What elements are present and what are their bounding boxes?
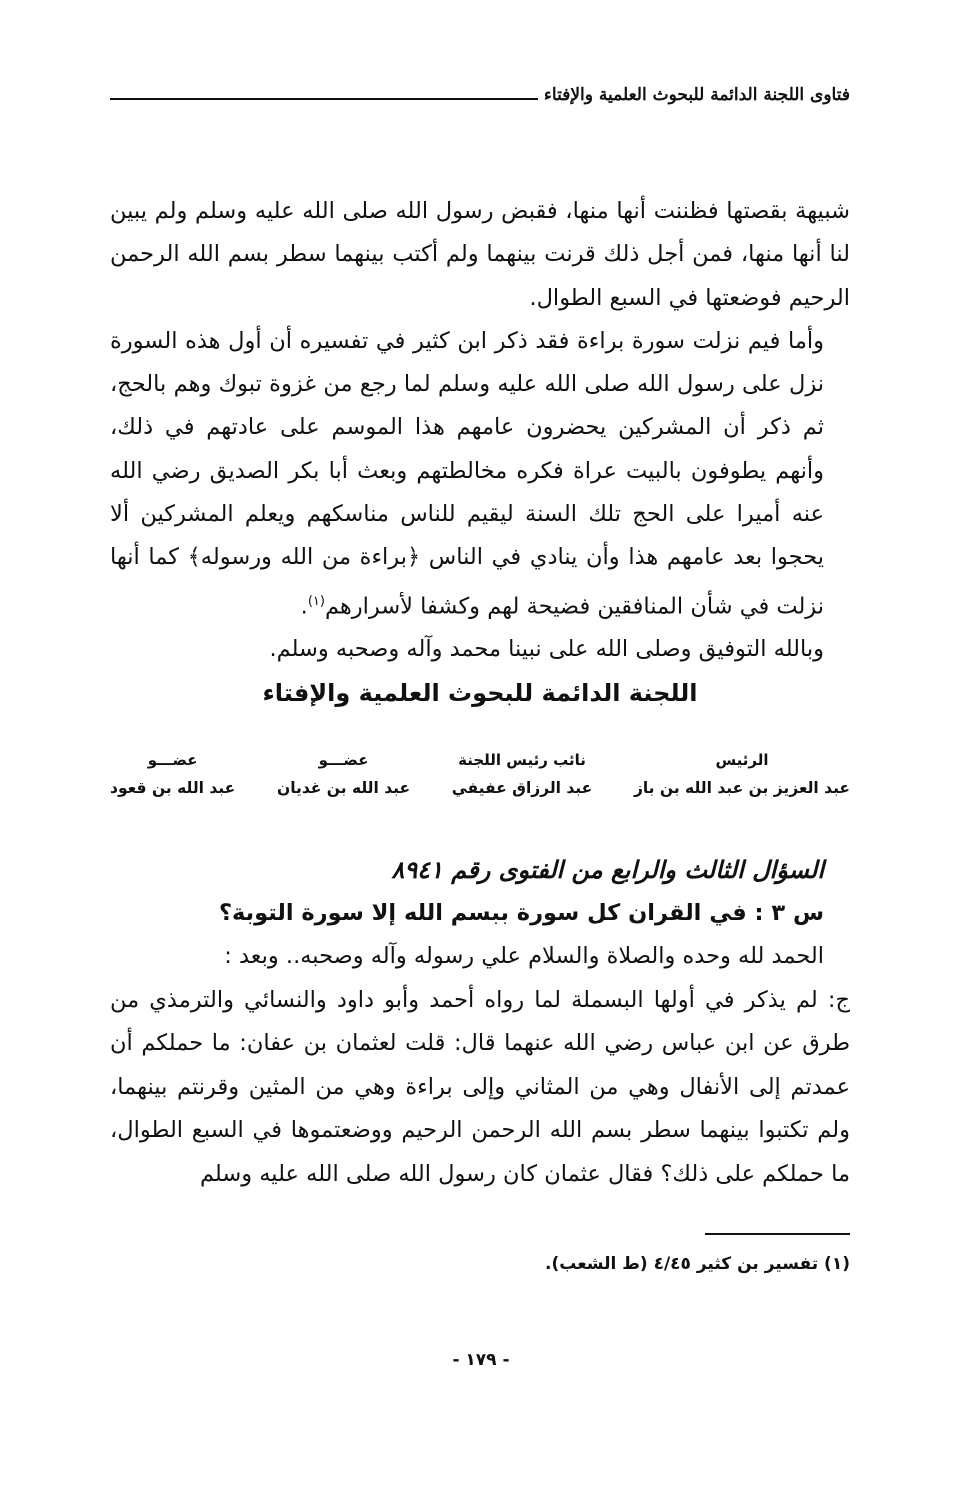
footnote-rule — [705, 1233, 850, 1235]
answer: ج: لم يذكر في أولها البسملة لما رواه أحمد وأبو داود والنسائي والترمذي من طرق عن ابن عباس رضي الله عنهما قال: قلت لعثمان بن عفان: ما حملكم أن عمدتم إلى الأنفال وهي من المثاني وإلى براءة وهي من المثين وقرنتم بينهما، ولم تكتبوا بينهما سطر بسم الله الرحمن الرحيم ووضعتموها في السبع الطوال، ما حملكم على ذلك؟ فقال عثمان كان رسول الله صلى الله عليه وسلم — [110, 986, 850, 1187]
signatures — [110, 746, 850, 802]
signature-member-2 — [110, 746, 235, 802]
committee-title: اللجنة الدائمة للبحوث العلمية والإفتاء — [262, 678, 698, 707]
signature-name: عبد العزيز بن عبد الله بن باز — [633, 779, 850, 797]
running-header — [110, 82, 850, 108]
fatwa-title: السؤال الثالث والرابع من الفتوى رقم ٨٩٤١ — [391, 855, 824, 884]
signature-member-1 — [277, 746, 410, 802]
body-text — [110, 190, 850, 715]
question: س ٣ : في القران كل سورة ببسم الله إلا سورة التوبة؟ — [218, 899, 824, 926]
signature-role: نائب رئيس اللجنة — [458, 751, 586, 769]
page-number: - ١٧٩ - — [452, 1350, 510, 1370]
paragraph-2-text: وأما فيم نزلت سورة براءة فقد ذكر ابن كثير في تفسيره أن أول هذه السورة نزل على رسول الله صلى الله عليه وسلم لما رجع من غزوة تبوك وهم بالحج، ثم ذكر أن المشركين يحضرون عامهم هذا الموسم على عادتهم في ذلك، وأنهم يطوفون بالبيت عراة فكره مخالطتهم وبعث أبا بكر الصديق رضي الله عنه أميرا على الحج تلك السنة ليقيم للناس مناسكهم ويعلم المشركين ألا يحجوا بعد عامهم هذا وأن ينادي في الناس ﴿براءة من الله ورسوله﴾ كما أنها نزلت في شأن المنافقين فضيحة لهم وكشفا لأسرارهم — [110, 327, 824, 620]
signature-chairman — [634, 746, 850, 802]
running-header-title: فتاوى اللجنة الدائمة للبحوث العلمية والإفتاء — [543, 85, 850, 105]
fatwa-section — [110, 848, 850, 1196]
paragraph-1: شبيهة بقصتها فظننت أنها منها، فقبض رسول الله صلى الله عليه وسلم ولم يبين لنا أنها منها، فمن أجل ذلك قرنت بينهما ولم أكتب بينهما سطر بسم الله الرحمن الرحيم فوضعتها في السبع الطوال. — [110, 198, 850, 311]
footnote: (١) تفسير بن كثير ٤/٤٥ (ط الشعب). — [544, 1254, 850, 1274]
signature-name: عبد الله بن غديان — [276, 779, 411, 797]
signature-role: الرئيس — [715, 751, 769, 769]
paragraph-2-end: . — [300, 593, 308, 620]
signature-vice-chairman — [452, 746, 592, 802]
footnote-marker: (١) — [307, 593, 325, 609]
praise-line: الحمد لله وحده والصلاة والسلام علي رسوله وآله وصحبه.. وبعد : — [224, 943, 824, 969]
signature-role: عضـــو — [318, 751, 369, 769]
closing-line: وبالله التوفيق وصلى الله على نبينا محمد وآله وصحبه وسلم. — [269, 636, 824, 663]
signature-name: عبد الرزاق عفيفي — [451, 779, 593, 797]
signature-name: عبد الله بن قعود — [110, 779, 236, 797]
header-rule — [110, 98, 538, 100]
paragraph-2 — [110, 320, 850, 629]
signature-role: عضـــو — [147, 751, 198, 769]
